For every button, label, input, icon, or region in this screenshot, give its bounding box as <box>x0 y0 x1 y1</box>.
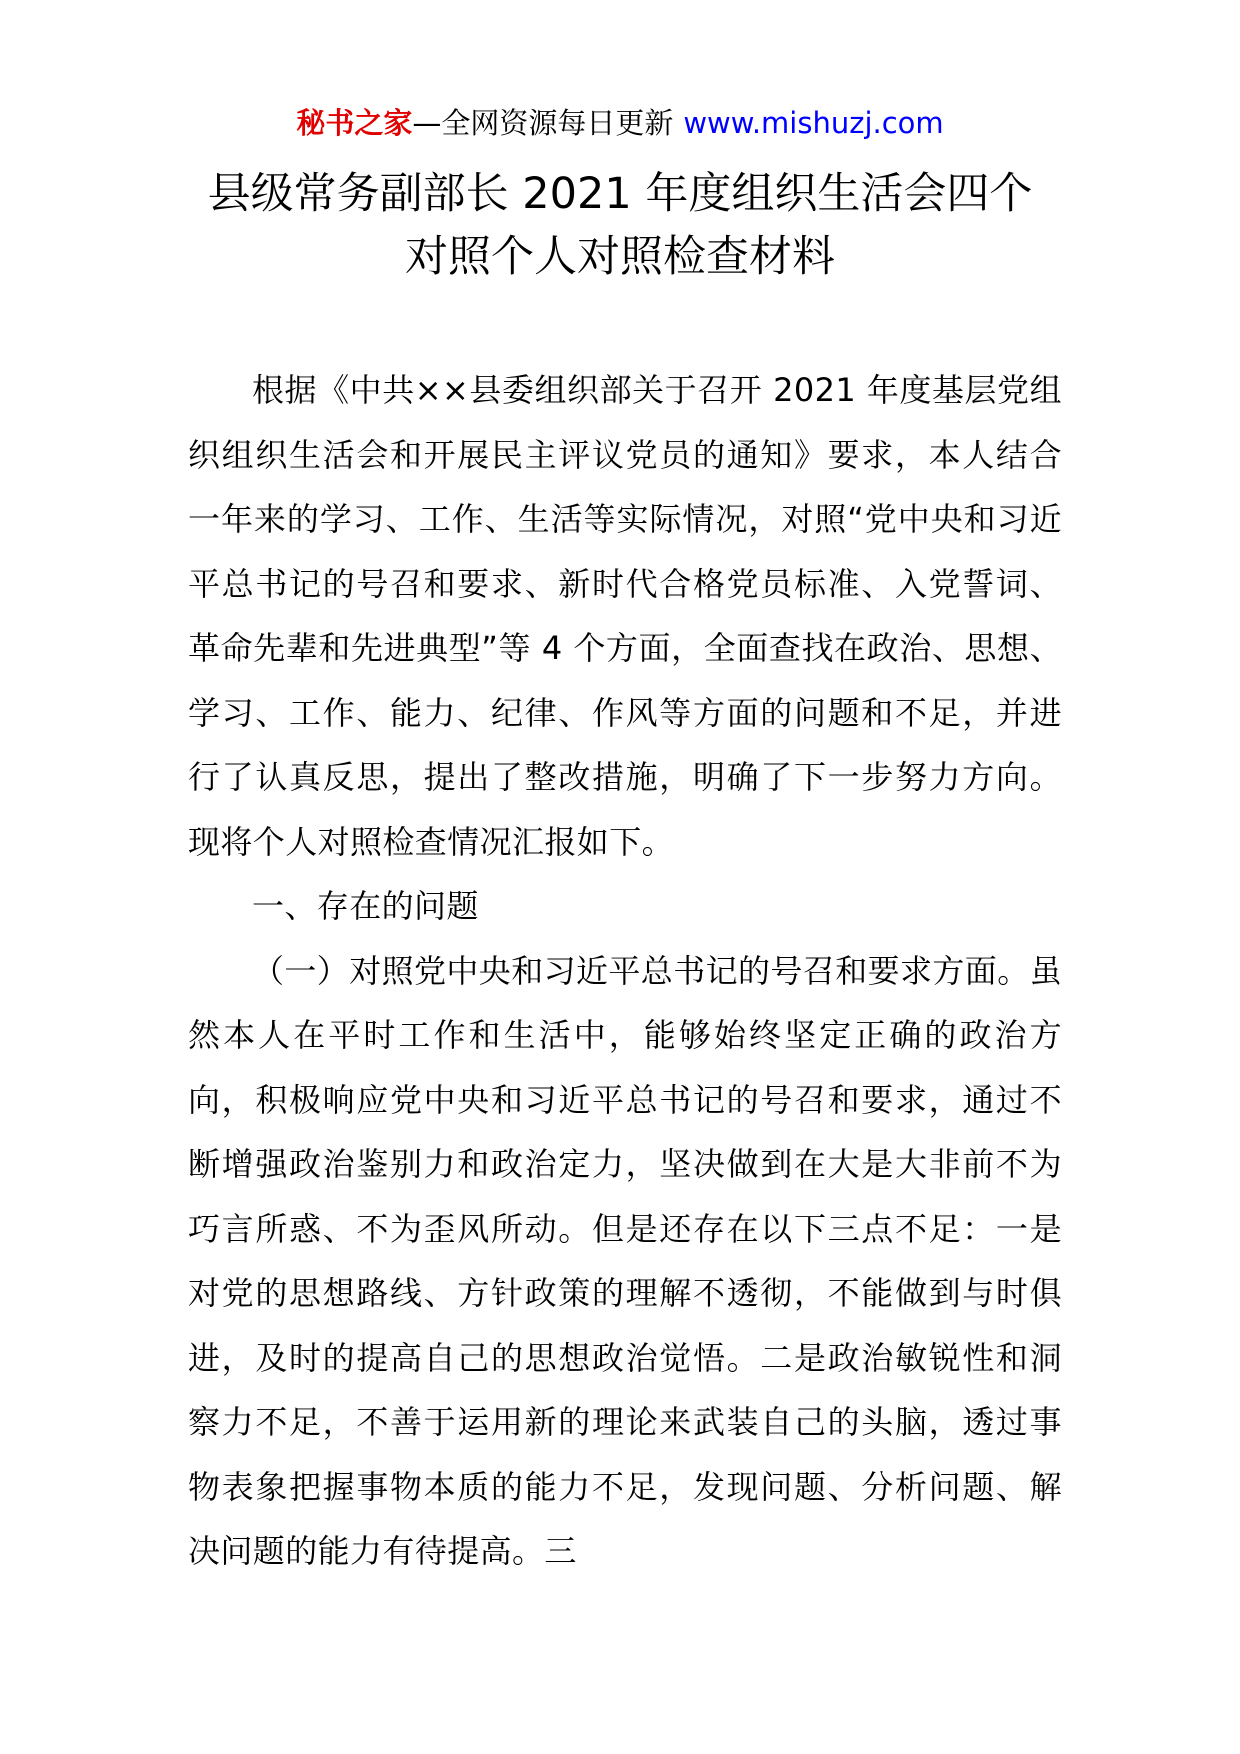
intro-paragraph: 根据《中共××县委组织部关于召开 2021 年度基层党组织组织生活会和开展民主评议党员的通知》要求，本人结合一年来的学习、工作、生活等实际情况，对照“党中央和习近平总书记的号召和要求、新时代合格党员标准、入党誓词、革命先辈和先进典型”等 4 个方面，全面查找在政治、思想、学习、工作、能力、纪律、作风等方面的问题和不足，并进行了认真反思，提出了整改措施，明确了下一步努力方向。现将个人对照检查情况汇报如下。 <box>188 371 1062 861</box>
site-url-link[interactable]: www.mishuzj.com <box>683 106 944 140</box>
section-paragraph: （一）对照党中央和习近平总书记的号召和要求方面。虽然本人在平时工作和生活中，能够始终坚定正确的政治方向，积极响应党中央和习近平总书记的号召和要求，通过不断增强政治鉴别力和政治定力，坚决做到在大是大非前不为巧言所惑、不为歪风所动。但是还存在以下三点不足：一是对党的思想路线、方针政策的理解不透彻，不能做到与时俱进，及时的提高自己的思想政治觉悟。二是政治敏锐性和洞察力不足，不善于运用新的理论来武装自己的头脑，透过事物表象把握事物本质的能力不足，发现问题、分析问题、解决问题的能力有待提高。三 <box>188 951 1063 1570</box>
document-title <box>0 163 1240 289</box>
brand-name: 秘书之家 <box>296 106 413 140</box>
section-heading: 一、存在的问题 <box>252 887 479 925</box>
title-line-2: 对照个人对照检查材料 <box>405 232 835 282</box>
title-line-1: 县级常务副部长 2021 年度组织生活会四个 <box>207 169 1033 219</box>
header-tagline: —全网资源每日更新 <box>412 106 674 140</box>
document-body <box>188 358 1062 1584</box>
watermark-header <box>0 103 1240 143</box>
